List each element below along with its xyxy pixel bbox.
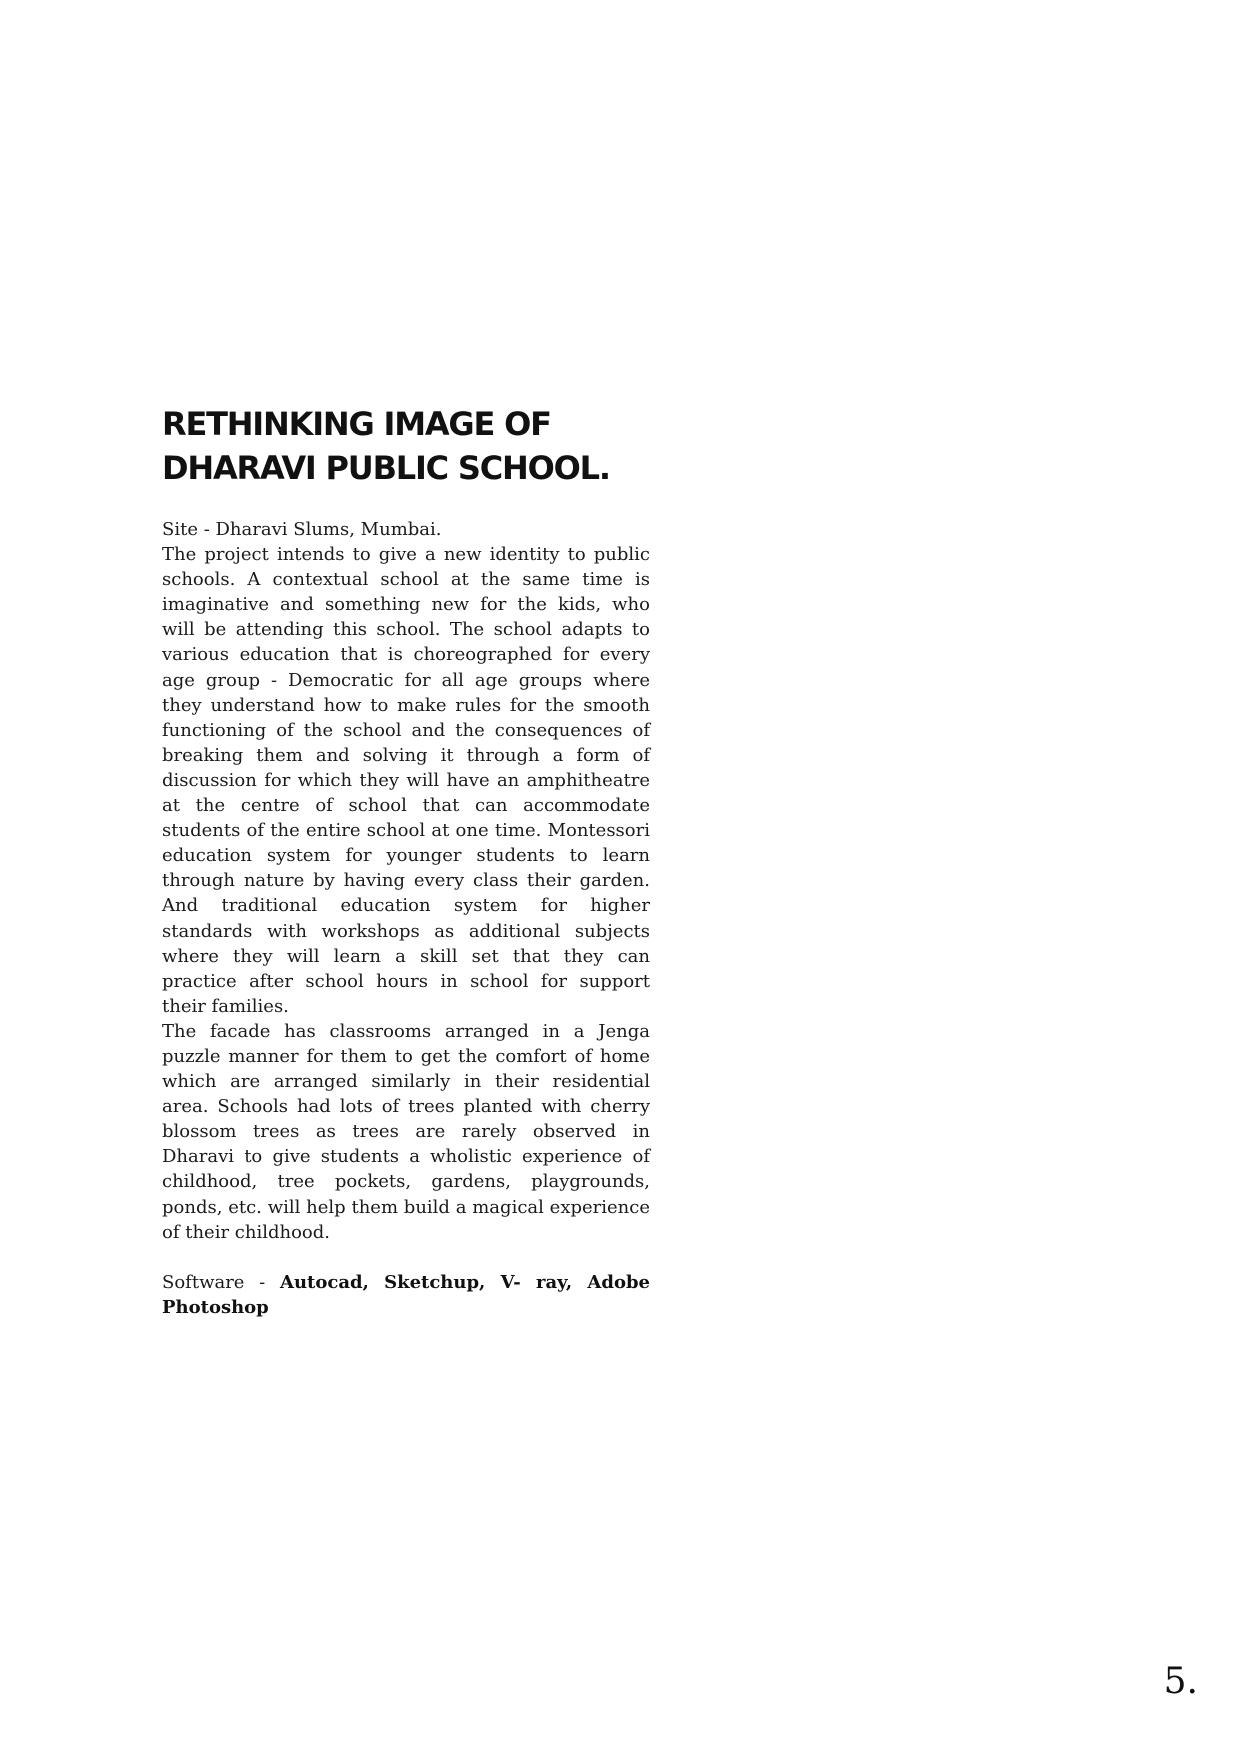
body-text-column (162, 517, 650, 1320)
title-line-2: DHARAVI PUBLIC SCHOOL. (162, 449, 610, 487)
page-title (162, 402, 722, 490)
software-tools: Autocad, Sketchup, V- ray, Adobe Photoshop (162, 1271, 650, 1318)
software-label: Software - (162, 1271, 280, 1293)
description-paragraph-1: The project intends to give a new identity to public schools. A contextual school at the same time is imaginative and something new for the kids, who will be attending this school. The school adapts to various education that is choreographed for every age group - Democratic for all age groups where they understand how to make rules for the smooth functioning of the school and the consequences of breaking them and solving it through a form of discussion for which they will have an amphitheatre at the centre of school that can accommodate students of the entire school at one time. Montessori education system for younger students to learn through nature by having every class their garden. And traditional education system for higher standards with workshops as additional subjects where they will learn a skill set that they can practice after school hours in school for support their families. (162, 544, 650, 1017)
software-line (162, 1270, 650, 1320)
page-number: 5. (1163, 1661, 1198, 1702)
site-line: Site - Dharavi Slums, Mumbai. (162, 519, 442, 540)
title-line-1: RETHINKING IMAGE OF (162, 405, 551, 443)
description-paragraph-2: The facade has classrooms arranged in a Jenga puzzle manner for them to get the comfort of home which are arranged similarly in their residential area. Schools had lots of trees planted with cherry blossom trees as trees are rarely observed in Dharavi to give students a wholistic experience of childhood, tree pockets, gardens, playgrounds, ponds, etc. will help them build a magical experience of their childhood. (162, 1020, 650, 1243)
